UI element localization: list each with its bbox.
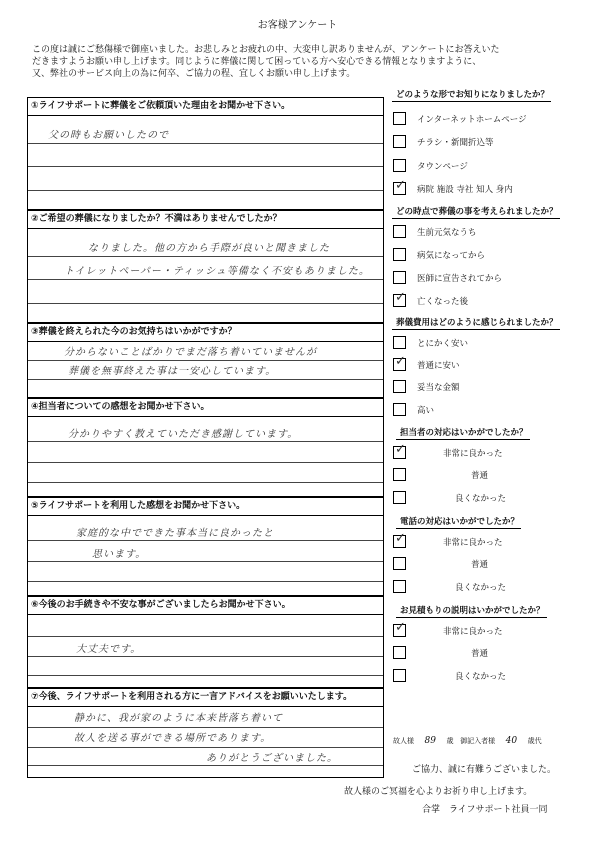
- option-phone-normal[interactable]: 普通: [393, 555, 583, 575]
- writer-age-field[interactable]: 40: [505, 736, 518, 746]
- question-7: [27, 688, 384, 778]
- question-label: ⑦今後、ライフサポートを利用される方に一言アドバイスをお願いいたします。: [28, 689, 383, 707]
- handwritten-answer: 分からないことばかりでまだ落ち着いていませんが: [64, 347, 317, 358]
- option-estimate-very-good[interactable]: ✓ 非常に良かった: [393, 622, 583, 642]
- option-fairly-cheap[interactable]: ✓ 普通に安い: [393, 356, 583, 376]
- handwritten-answer: 思います。: [92, 549, 147, 560]
- answer-line: [28, 540, 383, 541]
- checkbox-checked[interactable]: [393, 624, 406, 637]
- option-alive[interactable]: 生前元気なうち: [393, 223, 583, 243]
- checkbox[interactable]: [393, 669, 406, 682]
- handwritten-answer: 故人を送る事ができる場所であります。: [74, 733, 272, 744]
- intro-line: 又、弊社のサービス向上の為に何卒、ご協力の程、宜しくお願い申し上げます。: [32, 69, 356, 79]
- checkbox-checked[interactable]: [393, 182, 406, 195]
- handwritten-answer: 葬儀を無事終えた事は一安心しています。: [68, 366, 277, 377]
- answer-line: [28, 675, 383, 676]
- age-fields: [393, 736, 542, 746]
- option-estimate-normal[interactable]: 普通: [393, 644, 583, 664]
- answer-line: [28, 482, 383, 483]
- option-illness[interactable]: 病気になってから: [393, 246, 583, 266]
- checkbox[interactable]: [393, 225, 406, 238]
- question-6: [27, 596, 384, 688]
- intro-text: [32, 44, 572, 80]
- page-title: お客様アンケート: [257, 20, 338, 31]
- checkbox[interactable]: [393, 336, 406, 349]
- answer-line: [28, 656, 383, 657]
- option-estimate-bad[interactable]: 良くなかった: [393, 667, 583, 687]
- option-staff-very-good[interactable]: ✓ 非常に良かった: [393, 444, 583, 464]
- answer-line: [28, 190, 383, 191]
- answer-line: [28, 636, 383, 637]
- option-hospital-relatives[interactable]: ✓ 病院 施設 寺社 知人 身内: [393, 180, 583, 200]
- question-1: [27, 97, 384, 210]
- option-internet[interactable]: インターネットホームページ: [393, 110, 583, 130]
- question-label: ④担当者についての感想をお聞かせ下さい。: [28, 399, 383, 417]
- answer-line: [28, 765, 383, 766]
- option-expensive[interactable]: 高い: [393, 401, 583, 421]
- option-doctor[interactable]: 医師に宣告されてから: [393, 269, 583, 289]
- checkbox-checked[interactable]: [393, 294, 406, 307]
- age-unit: 歳: [446, 737, 454, 745]
- survey-title-timing: どの時点で葬儀の事を考えられましたか？: [396, 207, 558, 217]
- handwritten-answer: 家庭的な中でできた事本当に良かったと: [76, 528, 274, 539]
- handwritten-answer: なりました。他の方から手際が良いと聞きました: [88, 243, 330, 254]
- option-reasonable[interactable]: 妥当な金額: [393, 378, 583, 398]
- option-phone-bad[interactable]: 良くなかった: [393, 578, 583, 598]
- handwritten-answer: 父の時もお願いしたので: [48, 130, 169, 141]
- checkbox[interactable]: [393, 159, 406, 172]
- answer-line: [28, 166, 383, 167]
- question-2: [27, 210, 384, 323]
- answer-line: [28, 727, 383, 728]
- decade-unit: 歳代: [527, 737, 542, 745]
- survey-title-cost: 葬儀費用はどのように感じられましたか？: [396, 318, 558, 328]
- checkbox[interactable]: [393, 403, 406, 416]
- answer-line: [28, 441, 383, 442]
- question-label: ⑥今後のお手続きや不安な事がございましたらお聞かせ下さい。: [28, 597, 383, 615]
- deceased-age-field[interactable]: 89: [424, 736, 436, 746]
- intro-line: この度は誠にご愁傷様で御座いました。お悲しみとお疲れの中、大変申し訳ありませんが、アンケートにお答えいた: [32, 45, 500, 55]
- checkbox-checked[interactable]: [393, 446, 406, 459]
- thanks-text: ご協力、誠に有難うございました。: [412, 765, 557, 775]
- answer-line: [28, 143, 383, 144]
- answer-line: [28, 256, 383, 257]
- option-very-cheap[interactable]: とにかく安い: [393, 334, 583, 354]
- checkbox-checked[interactable]: [393, 535, 406, 548]
- answer-line: [28, 462, 383, 463]
- survey-title-phone: 電話の対応はいかがでしたか？: [400, 517, 520, 527]
- checkbox[interactable]: [393, 380, 406, 393]
- checkbox[interactable]: [393, 580, 406, 593]
- checkbox[interactable]: [393, 491, 406, 504]
- checkbox[interactable]: [393, 646, 406, 659]
- handwritten-answer: トイレットペーパー・ティッシュ等備なく不安もありました。: [64, 266, 370, 277]
- checkbox[interactable]: [393, 557, 406, 570]
- signature-text: 合掌 ライフサポート社員一同: [422, 805, 548, 815]
- option-after-death[interactable]: ✓ 亡くなった後: [393, 292, 583, 312]
- checkbox-checked[interactable]: [393, 358, 406, 371]
- question-3: [27, 323, 384, 398]
- question-label: ②ご希望の葬儀になりましたか？不満はありませんでしたか？: [28, 211, 383, 229]
- question-4: [27, 398, 384, 497]
- option-staff-bad[interactable]: 良くなかった: [393, 489, 583, 509]
- checkbox[interactable]: [393, 271, 406, 284]
- checkbox[interactable]: [393, 468, 406, 481]
- answer-line: [28, 581, 383, 582]
- checkbox[interactable]: [393, 248, 406, 261]
- option-flyer[interactable]: チラシ・新聞折込等: [393, 133, 583, 153]
- option-townpage[interactable]: タウンページ: [393, 157, 583, 177]
- handwritten-answer: 静かに、我が家のように本来皆落ち着いて: [74, 713, 283, 724]
- answer-line: [28, 279, 383, 280]
- answer-line: [28, 747, 383, 748]
- condolence-text: 故人様のご冥福を心よりお祈り申し上げます。: [344, 787, 533, 797]
- handwritten-answer: 分かりやすく教えていただき感謝しています。: [68, 429, 299, 440]
- question-5: [27, 497, 384, 596]
- writer-label: 御記入者様: [460, 737, 496, 745]
- handwritten-answer: ありがとうございました。: [206, 753, 338, 764]
- checkbox[interactable]: [393, 112, 406, 125]
- answer-line: [28, 379, 383, 380]
- survey-title-estimate: お見積もりの説明はいかがでしたか？: [400, 606, 545, 616]
- handwritten-answer: 大丈夫です。: [76, 644, 142, 655]
- deceased-label: 故人様: [393, 737, 414, 745]
- survey-title-staff: 担当者の対応はいかがでしたか？: [400, 428, 528, 438]
- answer-line: [28, 303, 383, 304]
- answer-line: [28, 360, 383, 361]
- checkbox[interactable]: [393, 135, 406, 148]
- survey-title-source: どのような形でお知りになりましたか？: [396, 90, 550, 100]
- question-label: ①ライフサポートに葬儀をご依頼頂いた理由をお聞かせ下さい。: [28, 98, 383, 116]
- intro-line: だきますようお願い申し上げます。同じように葬儀に関して困っている方へ安心できる情報となりますように、: [32, 57, 482, 67]
- answer-line: [28, 561, 383, 562]
- option-phone-very-good[interactable]: ✓ 非常に良かった: [393, 533, 583, 553]
- question-label: ③葬儀を終えられた今のお気持ちはいかがですか？: [28, 324, 383, 342]
- option-staff-normal[interactable]: 普通: [393, 466, 583, 486]
- question-label: ⑤ライフサポートを利用した感想をお聞かせ下さい。: [28, 498, 383, 516]
